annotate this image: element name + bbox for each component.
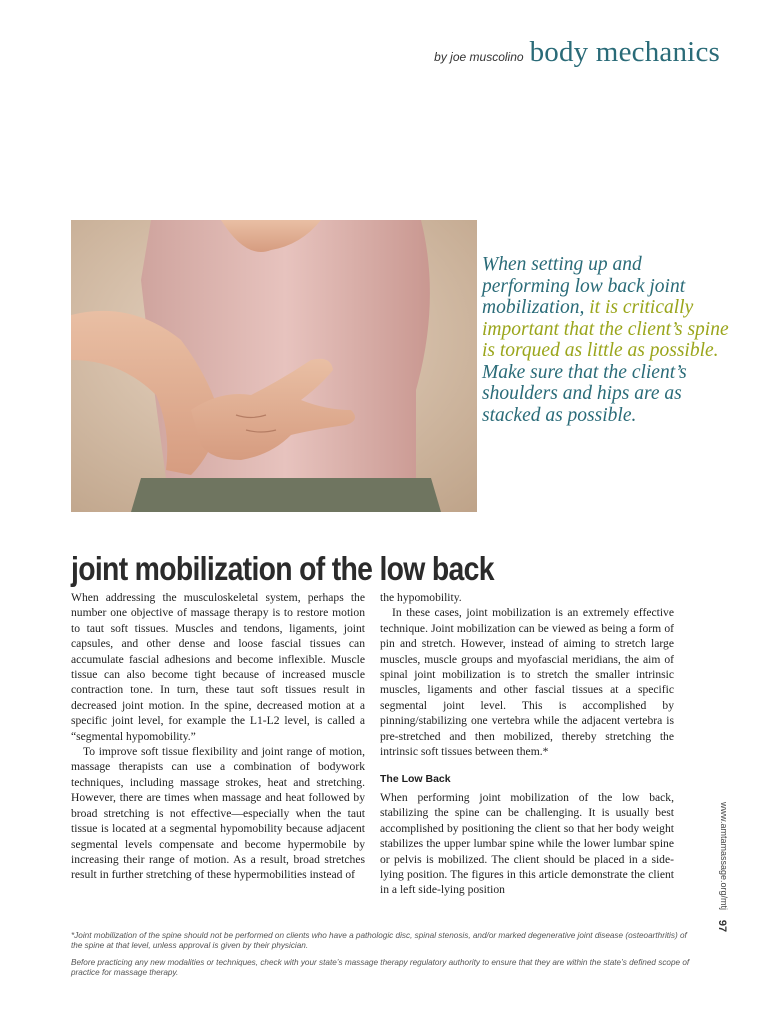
page-number: 97 xyxy=(716,919,729,933)
paragraph: When addressing the musculoskeletal system, perhaps the number one objective of massage therapy is to restore motion to taut soft tissues. Muscles and tendons, ligaments, joint capsules, and other dense and loose fascial tissues can accumulate fascial adhesions and become inflexible. Muscle tissue can also become tight because of increased muscle contraction tone. In turn, these taut soft tissues result in decreased joint motion. In the spine, decreased motion at a specific joint level, for example the L1-L2 level, is called a “segmental hypomobility.” xyxy=(71,591,365,743)
website-url[interactable]: www.amtamassage.org/mtj xyxy=(719,802,729,911)
pull-quote xyxy=(482,254,732,426)
section-title: body mechanics xyxy=(529,36,720,68)
pull-quote-tail: Make sure that the client’s shoulders and hips are as stacked as possible. xyxy=(482,361,687,426)
paragraph: When performing joint mobilization of the low back, stabilizing the spine can be challenging. It is usually best accomplished by positioning the client so that her body weight stabilizes the upper lumbar spine while the lower lumbar spine or pelvis is mobilized. The client should be placed in a side-lying position. The figures in this article demonstrate the client in a left side-lying position xyxy=(380,790,674,897)
article-column-left xyxy=(71,590,365,883)
byline: by joe muscolino xyxy=(434,50,524,64)
footnote-scope: Before practicing any new modalities or techniques, check with your state’s massage therapy regulatory authority to ensure that they are within the state’s defined scope of practice for massage therapy. xyxy=(71,958,690,978)
page-header xyxy=(434,36,720,69)
subheading-low-back: The Low Back xyxy=(380,773,451,786)
pull-quote-highlight: it is critically important that the client’s spine is torqued as little as possible. xyxy=(482,297,729,361)
pull-quote-lead: When setting up and performing low back joint mobilization, xyxy=(482,254,686,318)
article-title: joint mobilization of the low back xyxy=(71,550,494,587)
paragraph: In these cases, joint mobilization is an extremely effective technique. Joint mobilization can be viewed as being a form of pin and stretch. However, instead of aiming to stretch large muscles, muscle groups and myofascial meridians, the aim of spinal joint mobilization is to stretch the smaller intrinsic muscles, ligaments and other fascial tissues at a specific segmental joint level. This is accomplished by pinning/stabilizing one vertebra while the adjacent vertebra is pre-stretched and then mobilized, thereby stretching the intrinsic soft tissues between them.* xyxy=(380,606,674,759)
paragraph: To improve soft tissue flexibility and joint range of motion, massage therapists can use a combination of bodywork techniques, including massage strokes, heat and stretching. However, there are times when massage and heat followed by broad stretching is not effective—especially when the taut tissue is located at a segmental hypomobility because adjacent segmental levels compensate and become hypermobile by increasing their range of motion. As a result, broad stretches result in further stretching of these hypermobilities instead of xyxy=(71,745,365,882)
footnote-disclaimer: *Joint mobilization of the spine should not be performed on clients who have a pathologic disc, spinal stenosis, and/or marked degenerative joint disease (osteoarthritis) of the spine at that level, unless approval is given by their physician. xyxy=(71,931,687,951)
paragraph: the hypomobility. xyxy=(380,591,462,604)
article-column-right xyxy=(380,590,674,898)
article-photo xyxy=(71,220,477,512)
